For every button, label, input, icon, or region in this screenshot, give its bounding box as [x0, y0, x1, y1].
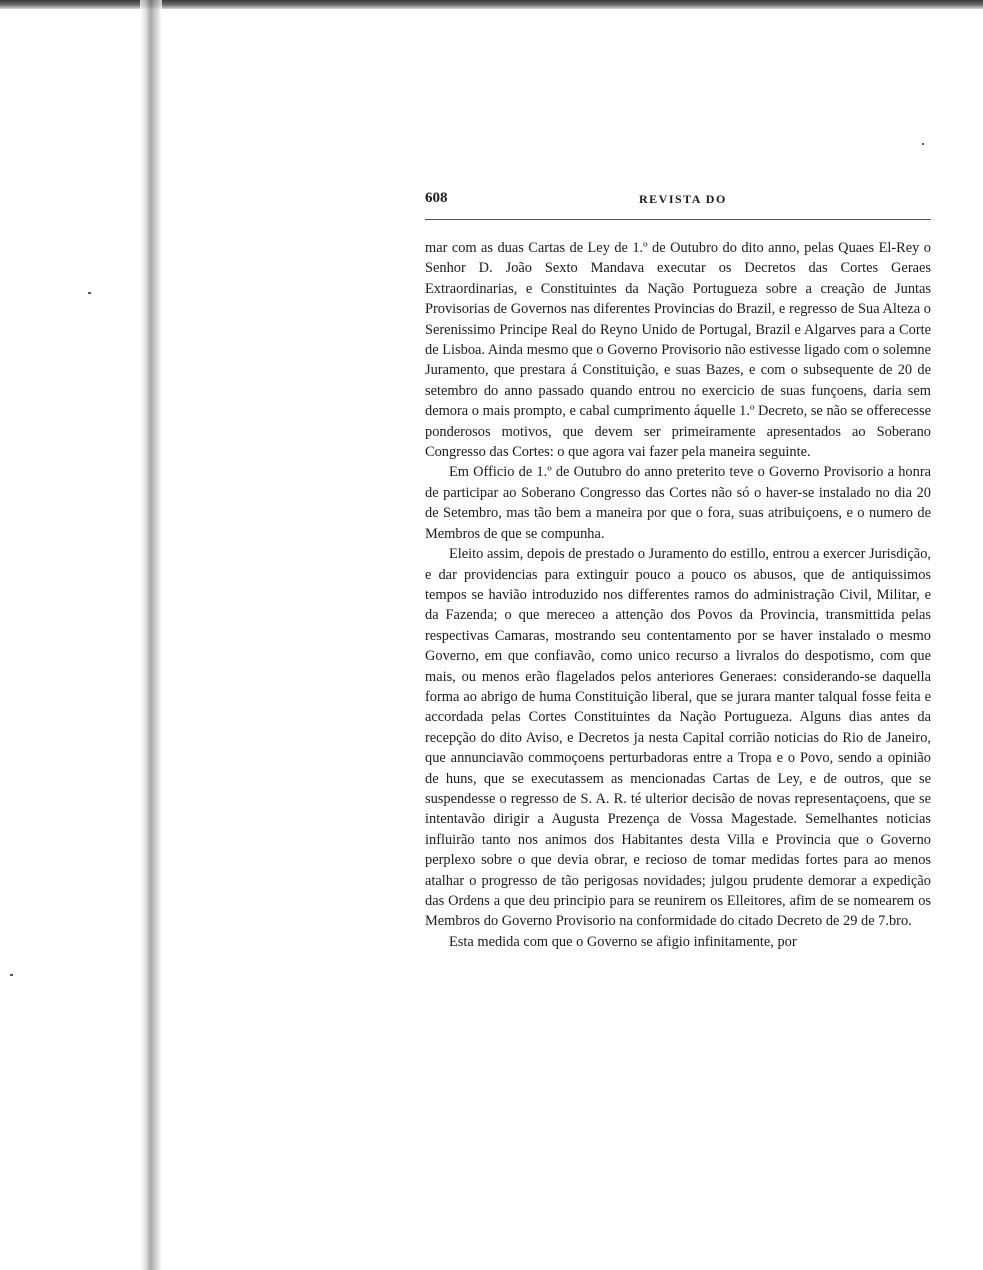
- scan-speck: [88, 292, 91, 294]
- paragraph: Eleito assim, depois de prestado o Juramento do estillo, entrou a exercer Jurisdição, e dar providencias para extinguir pouco a pouco os abusos, que de antiquissimos tempos se havião introduzido nos differentes ramos do administração Civil, Militar, e da Fazenda; o que mereceo a attenção dos Povos da Provincia, transmittida pelas respectivas Camaras, mostrando seu contentamento por se haver instalado o mesmo Governo, em que confiavão, como unico recurso a livralos do despotismo, com que mais, ou menos erão flagelados pelos anteriores Generaes: considerando-se daquella forma ao abrigo de huma Constituição liberal, que se jurara manter talqual fosse feita e accordada pelas Cortes Constituintes da Nação Portugueza. Alguns dias antes da recepção do dito Aviso, e Decretos ja nesta Capital corrião noticias do Rio de Janeiro, que annunciavão commoçoens perturbadoras entre a Tropa e o Povo, sendo a opinião de huns, que se executassem as mencionadas Cartas de Ley, e de outros, que se suspendesse o regresso de S. A. R. té ulterior decisão de novas representaçoens, que se intentavão dirigir a Augusta Prezença de Vossa Magestade. Semelhantes noticias influirão tanto nos animos dos Habitantes desta Villa e Provincia que o Governo perplexo sobre o que devia obrar, e recioso de tomar medidas fortes para ao menos atalhar o progresso de tão perigosas novidades; julgou prudente demorar a expedição das Ordens a que deu principio para se reunirem os Elleitores, afim de se nomearem os Membros do Governo Provisorio na conformidade do citado Decreto de 29 de 7.bro.: [425, 546, 931, 930]
- paragraph: Esta medida com que o Governo se afigio infinitamente, por: [449, 933, 797, 950]
- book-spine-shadow: [140, 0, 162, 1270]
- paragraph: mar com as duas Cartas de Ley de 1.º de Outubro do dito anno, pelas Quaes El-Rey o Senhor D. João Sexto Mandava executar os Decretos das Cortes Geraes Extraordinarias, e Constituintes da Nação Portugueza sobre a creação de Juntas Provisorias de Governos nas diferentes Provincias do Brazil, e regresso de Sua Alteza o Serenissimo Principe Real do Reyno Unido de Portugal, Brazil e Algarves para a Corte de Lisboa. Ainda mesmo que o Governo Provisorio não estivesse ligado com o solemne Juramento, que prestara á Constituição, e suas Bazes, e com o subsequente de 20 de setembro do anno passado quando entrou no exercicio de suas funçoens, daria sem demora o mais prompto, e cabal cumprimento áquelle 1.º Decreto, se não se offerecesse ponderosos motivos, que devem ser primeiramente apresentados ao Soberano Congresso das Cortes: o que agora vai fazer pela maneira seguinte.: [425, 240, 931, 461]
- page-number: 608: [425, 190, 448, 206]
- page-header: [425, 190, 931, 216]
- paragraph: Em Officio de 1.º de Outubro do anno preterito teve o Governo Provisorio a honra de participar ao Soberano Congresso das Cortes não só o haver-se instalado no dia 20 de Setembro, mas tão bem a maneira por que o fora, suas atribuiçoens, e o numero de Membros de que se compunha.: [425, 464, 931, 542]
- page-body: [425, 238, 931, 952]
- running-head: REVISTA DO: [639, 192, 727, 206]
- header-rule: [425, 219, 931, 220]
- scan-speck: [10, 974, 13, 976]
- scan-speck: [922, 143, 924, 145]
